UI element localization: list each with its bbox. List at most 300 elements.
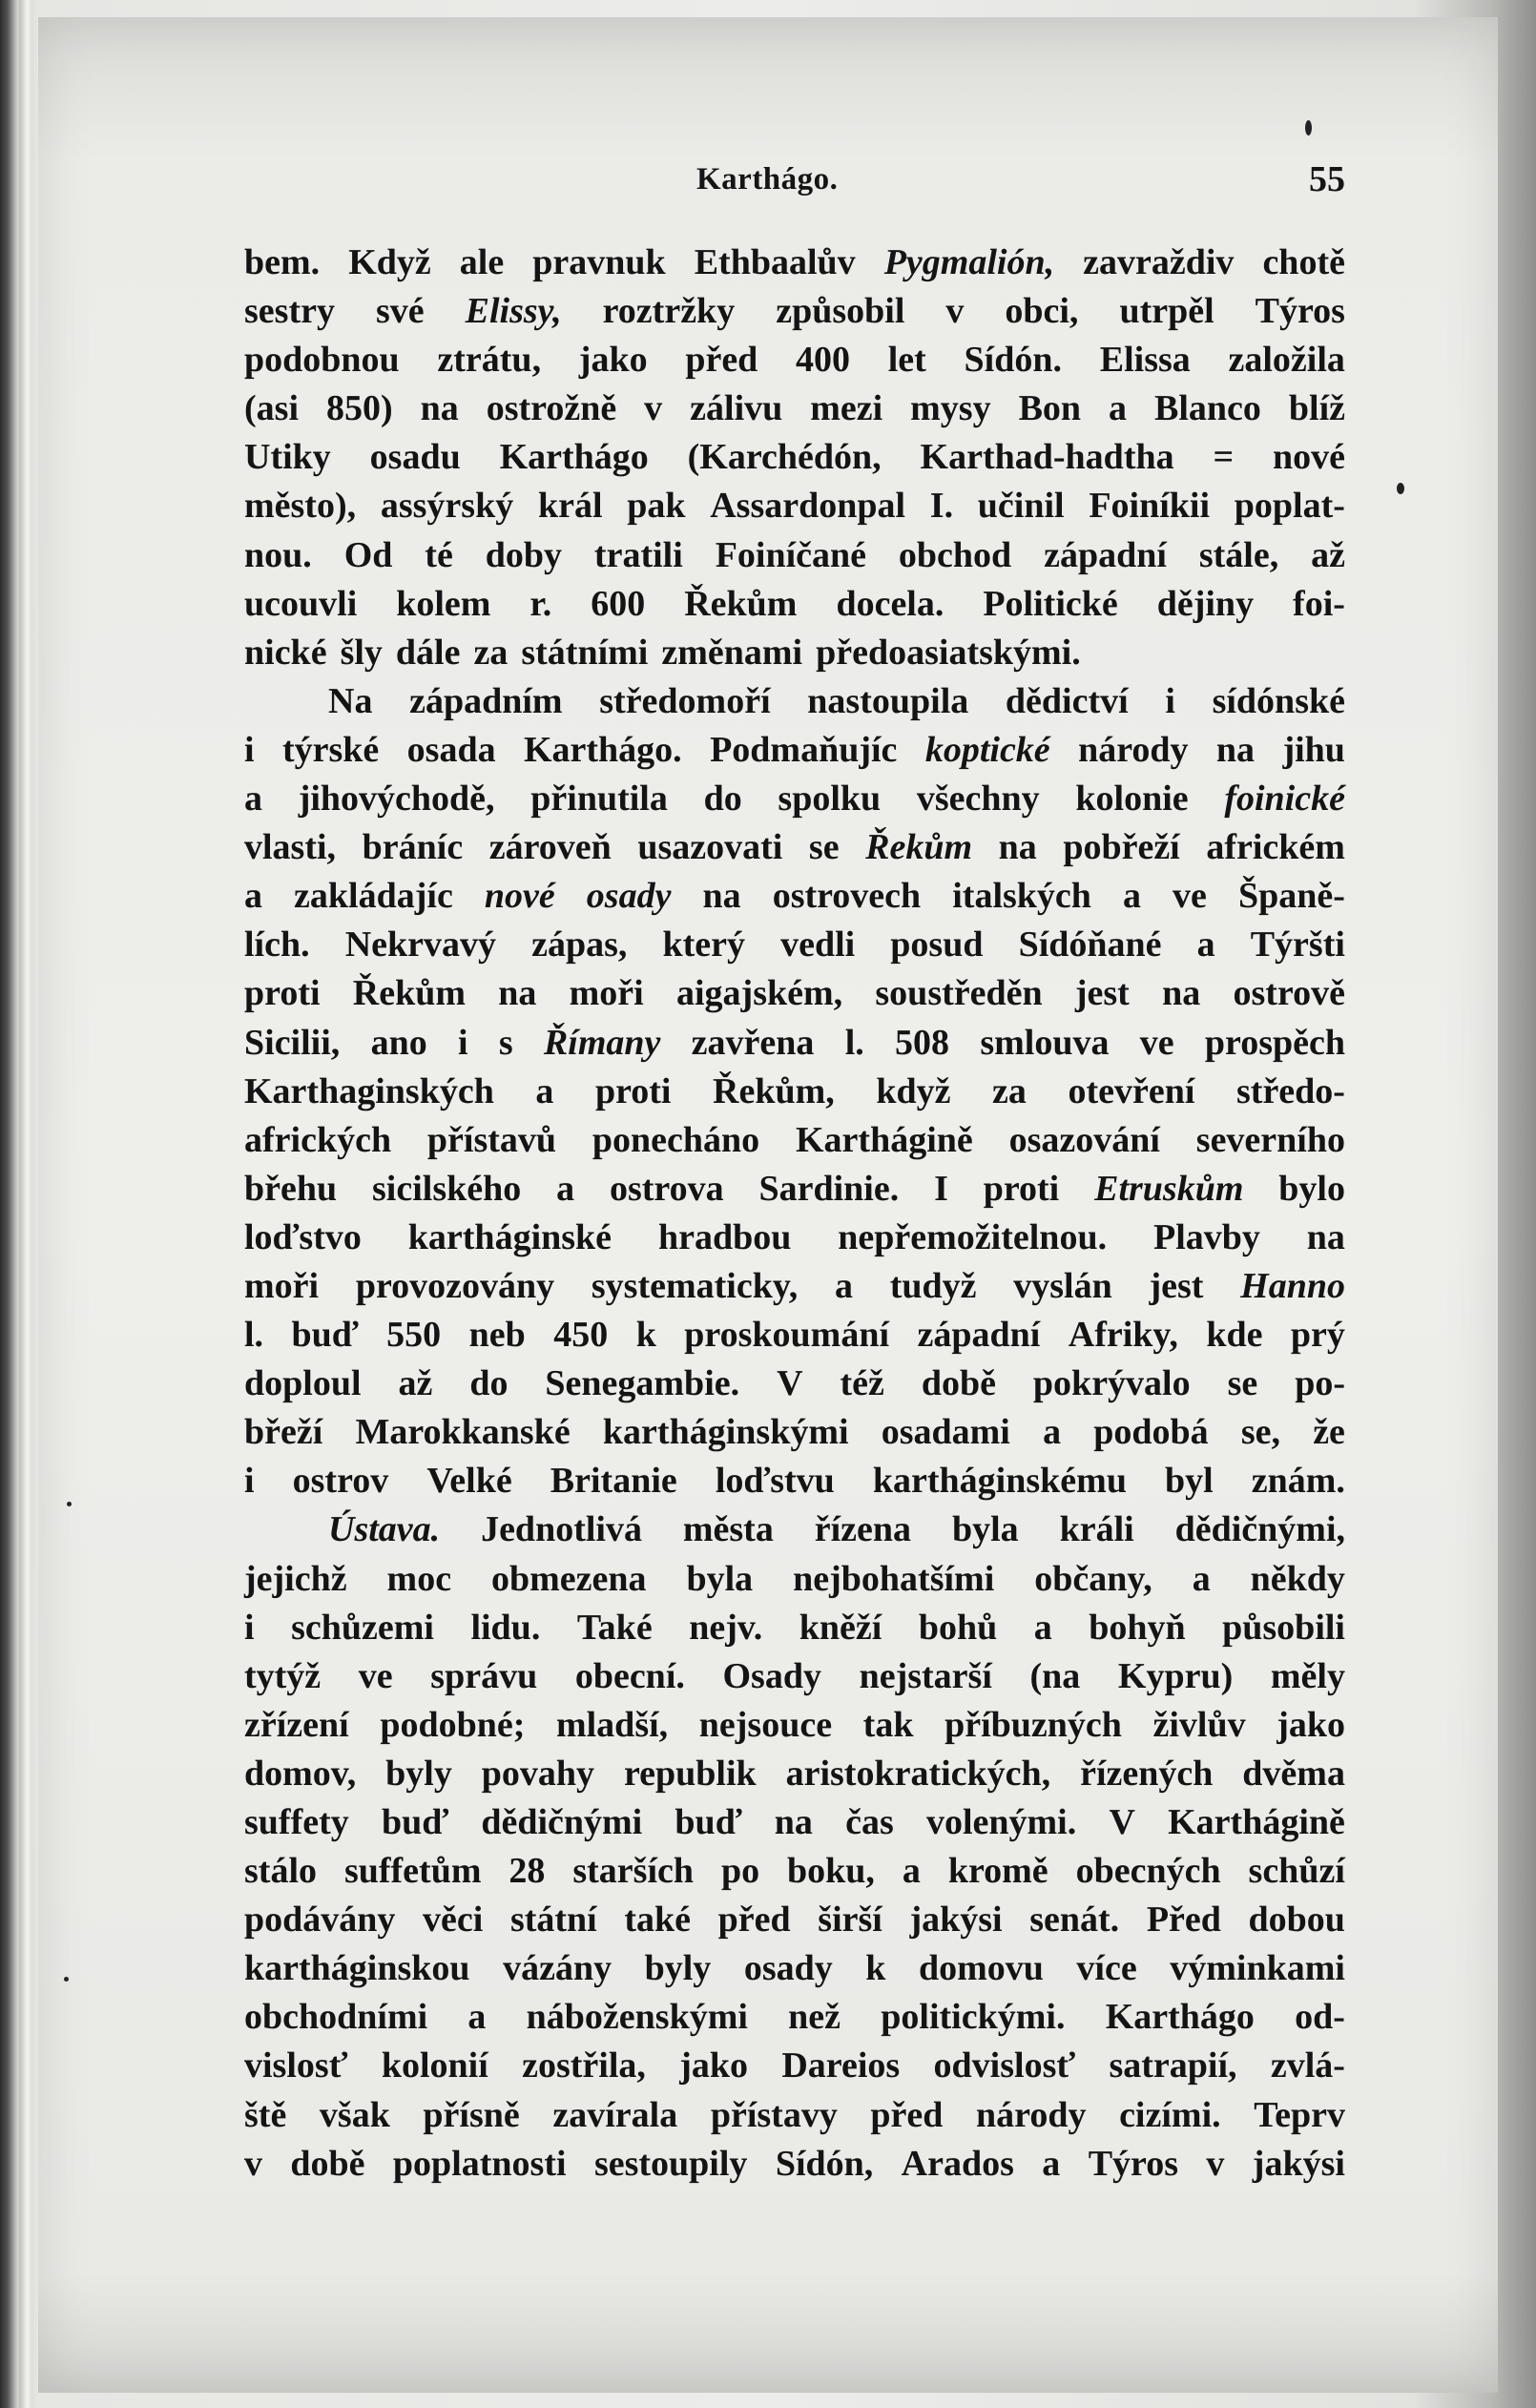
word: Sardinie.	[758, 1168, 900, 1209]
word: Španě-	[1237, 876, 1345, 917]
word: středomoří	[599, 680, 771, 721]
word: zároveň	[488, 827, 612, 868]
word: ale	[459, 242, 505, 282]
word: až	[398, 1363, 433, 1404]
word: Elissy,	[465, 291, 562, 332]
word: vázány	[503, 1948, 612, 1989]
word: a	[1043, 1412, 1062, 1453]
word: byly	[385, 1753, 452, 1794]
word: zostřila,	[522, 2045, 646, 2086]
word: Řekům,	[713, 1070, 835, 1111]
word: náboženskými	[526, 1997, 748, 2038]
page-number: 55	[1309, 159, 1345, 199]
word: ostrov	[292, 1461, 389, 1502]
book-page	[38, 17, 1498, 2393]
word: Karthágo	[499, 437, 649, 478]
word: na	[702, 876, 741, 917]
word: nou.	[244, 534, 312, 575]
word: jakýsi	[1252, 2143, 1345, 2184]
word: Nekrvavý	[344, 924, 497, 965]
word: s	[498, 1022, 513, 1063]
word: I.	[929, 486, 954, 527]
word: i	[458, 1022, 468, 1063]
word: na	[1306, 1216, 1345, 1257]
word: domov,	[244, 1753, 357, 1794]
word: ště	[244, 2094, 287, 2135]
text-line	[244, 1750, 1345, 1798]
text-line	[244, 2091, 1345, 2140]
word: poplatnosti	[392, 2143, 567, 2184]
word: změnami	[661, 632, 803, 673]
word: obchodními	[244, 1997, 428, 2038]
word: a	[556, 1168, 575, 1209]
word: když	[876, 1070, 951, 1111]
word: i	[244, 729, 255, 770]
word: Také	[576, 1607, 653, 1648]
word: 550	[386, 1315, 442, 1356]
word: též	[840, 1363, 884, 1404]
word: proti	[594, 1070, 672, 1111]
word: osada	[406, 729, 496, 770]
word: jejichž	[244, 1558, 347, 1599]
word: i	[244, 1461, 255, 1502]
word: kolonie	[1075, 778, 1189, 820]
word: na	[1162, 973, 1201, 1014]
text-line	[244, 531, 1345, 580]
word: prý	[1290, 1315, 1345, 1356]
word: ponecháno	[592, 1119, 760, 1160]
word: proti	[244, 973, 321, 1014]
word: jako	[1277, 1704, 1345, 1745]
word: Plavby	[1152, 1216, 1260, 1257]
word: ostrově	[1233, 973, 1345, 1014]
word: kněží	[799, 1607, 882, 1648]
word: provozovány	[355, 1265, 555, 1306]
word: Od	[343, 534, 393, 575]
word: na	[420, 388, 459, 429]
word: šly	[340, 632, 383, 673]
running-head	[696, 158, 1345, 206]
word: západní	[917, 1315, 1041, 1356]
word: v	[1206, 2143, 1225, 2184]
word: král	[537, 486, 603, 527]
word: nejbohatšími	[793, 1558, 995, 1599]
word: 600	[591, 583, 646, 624]
word: I	[934, 1168, 948, 1209]
text-line	[244, 969, 1345, 1018]
word: povahy	[481, 1753, 595, 1794]
word: Blanco	[1154, 388, 1261, 429]
text-line	[244, 239, 1345, 287]
word: Bon	[1018, 388, 1082, 429]
text-line	[244, 336, 1345, 384]
word: pravnuk	[532, 242, 666, 282]
word: l.	[244, 1315, 264, 1356]
word: dědictví	[1005, 680, 1129, 721]
word: africkém	[1206, 827, 1345, 868]
word: pokrývalo	[1032, 1363, 1191, 1404]
text-line	[244, 1847, 1345, 1896]
word: Podmaňujíc	[710, 729, 898, 770]
word: břeží	[244, 1412, 323, 1453]
word: i	[244, 1607, 255, 1648]
word: Karthaginských	[244, 1070, 494, 1111]
word: státní	[509, 1899, 597, 1941]
word: foinické	[1224, 778, 1345, 820]
word: Karthad-hadtha	[920, 437, 1174, 478]
word: který	[662, 924, 745, 965]
word: cizími.	[1119, 2094, 1221, 2135]
word: však	[319, 2094, 390, 2135]
word: přístavy	[710, 2094, 838, 2135]
word: více	[1076, 1948, 1137, 1989]
word: kolem	[396, 583, 491, 624]
running-head-title: Karthágo.	[696, 162, 839, 197]
word: nejv.	[689, 1607, 763, 1648]
word: utrpěl	[1119, 291, 1214, 332]
word: a	[1042, 2143, 1061, 2184]
word: nejsouce	[698, 1704, 833, 1745]
word: Sídón,	[775, 2143, 874, 2184]
word: posud	[890, 924, 984, 965]
word: boku,	[787, 1851, 875, 1892]
word: kartháginské	[407, 1216, 612, 1257]
word: působili	[1222, 1607, 1345, 1648]
text-line	[244, 921, 1345, 969]
word: mladší,	[555, 1704, 669, 1745]
word: a	[1196, 924, 1215, 965]
word: moc	[386, 1558, 452, 1599]
word: proti	[983, 1168, 1060, 1209]
word: výminkami	[1170, 1948, 1345, 1989]
word: až	[1311, 534, 1345, 575]
text-line	[244, 1019, 1345, 1068]
word: a	[244, 876, 262, 917]
word: Osady	[722, 1655, 821, 1696]
word: kolonií	[381, 2045, 488, 2086]
word: senát.	[1029, 1899, 1120, 1941]
word: živlův	[1152, 1704, 1246, 1745]
word: Když	[348, 242, 431, 282]
word: době	[921, 1363, 996, 1404]
word: V	[1109, 1802, 1135, 1842]
word: zavraždiv	[1083, 242, 1235, 282]
word: jest	[1149, 1265, 1204, 1306]
word: na	[774, 1802, 813, 1842]
word: za	[992, 1070, 1027, 1111]
word: západním	[409, 680, 563, 721]
text-line	[244, 1505, 1345, 1554]
word: aigajském,	[675, 973, 843, 1014]
word: dějiny	[1156, 583, 1255, 624]
text-line	[244, 1262, 1345, 1311]
word: obmezena	[491, 1558, 647, 1599]
word: schůzemi	[291, 1607, 434, 1648]
word: poplat-	[1234, 486, 1345, 527]
word: Afriky,	[1068, 1315, 1178, 1356]
text-line	[244, 433, 1345, 482]
ink-speck	[67, 1502, 72, 1506]
word: (na	[1029, 1655, 1081, 1696]
word: nejstarší	[859, 1655, 992, 1696]
word: usazovati	[637, 827, 783, 868]
word: národy	[1078, 729, 1189, 770]
word: pak	[627, 486, 686, 527]
word: byla	[686, 1558, 754, 1599]
word: moři	[569, 973, 644, 1014]
word: dále	[395, 632, 461, 673]
text-line	[244, 1068, 1345, 1116]
word: systematicky,	[591, 1265, 799, 1306]
text-line	[244, 629, 1345, 677]
word: příbuzných	[944, 1704, 1122, 1745]
word: roztržky	[602, 291, 736, 332]
word: loďstvo	[244, 1216, 362, 1257]
word: nové	[1272, 437, 1345, 478]
word: Politické	[983, 583, 1118, 624]
word: vedli	[780, 924, 856, 965]
word: Arados	[901, 2143, 1014, 2184]
word: město),	[244, 486, 357, 527]
word: se	[808, 827, 840, 868]
word: ostrovech	[772, 876, 922, 917]
text-line	[244, 2140, 1345, 2189]
word: spolku	[778, 778, 882, 820]
word: tytýž	[244, 1655, 322, 1696]
word: stále,	[1198, 534, 1279, 575]
word: předoasiatskými.	[816, 632, 1081, 673]
word: také	[624, 1899, 692, 1941]
word: buď	[291, 1315, 359, 1356]
word: Elissa	[1099, 340, 1191, 381]
word: Před	[1146, 1899, 1221, 1941]
word: bráníc	[362, 827, 464, 868]
word: v	[945, 291, 965, 332]
word: a	[467, 1997, 487, 2038]
word: aristokratických,	[785, 1753, 1051, 1794]
word: osady	[743, 1948, 833, 1989]
word: a	[902, 1851, 921, 1892]
word: r.	[529, 583, 552, 624]
word: ucouvli	[244, 583, 358, 624]
word: jako	[679, 2045, 749, 2086]
word: způsobil	[776, 291, 905, 332]
text-line	[244, 1165, 1345, 1214]
word: zavřena	[691, 1022, 815, 1063]
word: břehu	[244, 1168, 338, 1209]
word: Foiníkii	[1089, 486, 1211, 527]
word: hradbou	[657, 1216, 792, 1257]
word: Sídón.	[964, 340, 1063, 381]
word: národy	[976, 2094, 1087, 2135]
word: osady	[586, 876, 672, 917]
word: Teprv	[1254, 2094, 1345, 2135]
word: kromě	[947, 1851, 1048, 1892]
word: nické	[244, 632, 327, 673]
word: Hanno	[1240, 1265, 1345, 1306]
word: =	[1213, 437, 1235, 478]
word: dobou	[1248, 1899, 1345, 1941]
text-line	[244, 1993, 1345, 2042]
text-line	[244, 1798, 1345, 1847]
word: Senegambie.	[545, 1363, 740, 1404]
word: jihu	[1282, 729, 1345, 770]
word: chotě	[1262, 242, 1345, 282]
word: věci	[423, 1899, 484, 1941]
word: přístavů	[426, 1119, 557, 1160]
word: západní	[1044, 534, 1167, 575]
word: tratili	[593, 534, 683, 575]
word: odvislosť	[933, 2045, 1076, 2086]
word: sídónské	[1212, 680, 1345, 721]
word: pobřeží	[1063, 827, 1180, 868]
word: měly	[1270, 1655, 1345, 1696]
word: od-	[1295, 1997, 1345, 2038]
word: znám.	[1251, 1461, 1345, 1502]
word: Ústava.	[328, 1509, 441, 1550]
word: a	[1122, 876, 1141, 917]
word: obchod	[898, 534, 1012, 575]
word: severního	[1195, 1119, 1345, 1160]
text-line	[244, 1896, 1345, 1944]
word: někdy	[1250, 1558, 1345, 1599]
text-line	[244, 1555, 1345, 1604]
word: Britanie	[550, 1461, 677, 1502]
word: před	[870, 2094, 944, 2135]
word: bem.	[244, 242, 321, 282]
word: své	[375, 291, 425, 332]
word: za	[473, 632, 509, 673]
word: správu	[430, 1655, 538, 1696]
word: Pygmalión,	[883, 242, 1055, 282]
word: podobnou	[244, 340, 400, 381]
word: do	[703, 778, 742, 820]
word: do	[469, 1363, 509, 1404]
word: l.	[844, 1022, 864, 1063]
word: sestoupily	[593, 2143, 748, 2184]
word: sicilského	[372, 1168, 522, 1209]
word: nepřemožitelnou.	[838, 1216, 1108, 1257]
word: po-	[1295, 1363, 1345, 1404]
word: Karthágině	[795, 1119, 973, 1160]
word: ano	[370, 1022, 427, 1063]
ink-speck	[1305, 120, 1312, 135]
word: moři	[244, 1265, 320, 1306]
word: na	[1215, 729, 1256, 770]
word: ostrožně	[486, 388, 617, 429]
word: Ethbaalův	[694, 242, 856, 282]
word: neb	[468, 1315, 526, 1356]
word: založila	[1228, 340, 1345, 381]
word: sestry	[244, 291, 335, 332]
word: 508	[895, 1022, 950, 1063]
word: 28	[509, 1851, 546, 1892]
word: 450	[553, 1315, 609, 1356]
word: doploul	[244, 1363, 362, 1404]
word: byly	[644, 1948, 712, 1989]
text-line	[244, 1214, 1345, 1262]
word: podobá	[1093, 1412, 1209, 1453]
word: suffetům	[343, 1851, 482, 1892]
word: vlasti,	[244, 827, 337, 868]
word: středo-	[1236, 1070, 1345, 1111]
word: státními	[521, 632, 649, 673]
word: kartháginskou	[244, 1948, 470, 1989]
word: (asi	[244, 388, 299, 429]
word: že	[1313, 1412, 1345, 1453]
word: Dareios	[781, 2045, 901, 2086]
word: smlouva	[980, 1022, 1110, 1063]
word: kartháginskému	[872, 1461, 1127, 1502]
word: té	[425, 534, 453, 575]
word: satrapií,	[1109, 2045, 1237, 2086]
word: Velké	[426, 1461, 512, 1502]
word: bylo	[1278, 1168, 1345, 1209]
ink-speck	[64, 1977, 69, 1982]
word: všechny	[916, 778, 1040, 820]
word: prospěch	[1204, 1022, 1345, 1063]
word: byla	[951, 1509, 1019, 1550]
word: zřízení	[244, 1704, 349, 1745]
word: kartháginskými	[602, 1412, 849, 1453]
word: Jednotlivá	[481, 1509, 642, 1550]
word: mysy	[910, 388, 991, 429]
word: italských	[952, 876, 1091, 917]
text-line	[244, 384, 1345, 433]
word: Týros	[1088, 2143, 1179, 2184]
word: města	[682, 1509, 774, 1550]
word: ve	[1173, 876, 1207, 917]
word: řízených	[1080, 1753, 1214, 1794]
word: čas	[845, 1802, 894, 1842]
word: obecní.	[574, 1655, 685, 1696]
word: lích.	[244, 924, 310, 965]
ink-speck	[1397, 483, 1404, 494]
word: Utiky	[244, 437, 331, 478]
word: Karthágo	[1105, 1997, 1255, 2038]
word: širší	[818, 1899, 882, 1941]
word: i	[1165, 680, 1175, 721]
word: dědičnými	[481, 1802, 643, 1842]
word: Foiníčané	[715, 534, 867, 575]
text-line	[244, 1457, 1345, 1505]
word: Etruskům	[1094, 1168, 1244, 1209]
word: Na	[328, 680, 373, 721]
word: a	[1033, 1607, 1052, 1648]
word: učinil	[977, 486, 1065, 527]
word: (Karchédón,	[687, 437, 882, 478]
word: nové	[484, 876, 555, 917]
word: ve	[1139, 1022, 1174, 1063]
word: osadami	[881, 1412, 1010, 1453]
text-line	[244, 775, 1345, 823]
word: ostrova	[609, 1168, 724, 1209]
word: zápas,	[531, 924, 628, 965]
word: proskoumání	[684, 1315, 890, 1356]
word: Karthágo.	[523, 729, 682, 770]
word: před	[685, 340, 758, 381]
word: podávány	[244, 1899, 396, 1941]
text-line	[244, 1360, 1345, 1408]
word: volenými.	[925, 1802, 1077, 1842]
word: týrské	[281, 729, 380, 770]
word: se,	[1240, 1412, 1280, 1453]
word: po	[720, 1851, 760, 1892]
word: k	[635, 1315, 656, 1356]
word: Assardonpal	[710, 486, 906, 527]
word: kde	[1206, 1315, 1263, 1356]
word: osadu	[369, 437, 461, 478]
